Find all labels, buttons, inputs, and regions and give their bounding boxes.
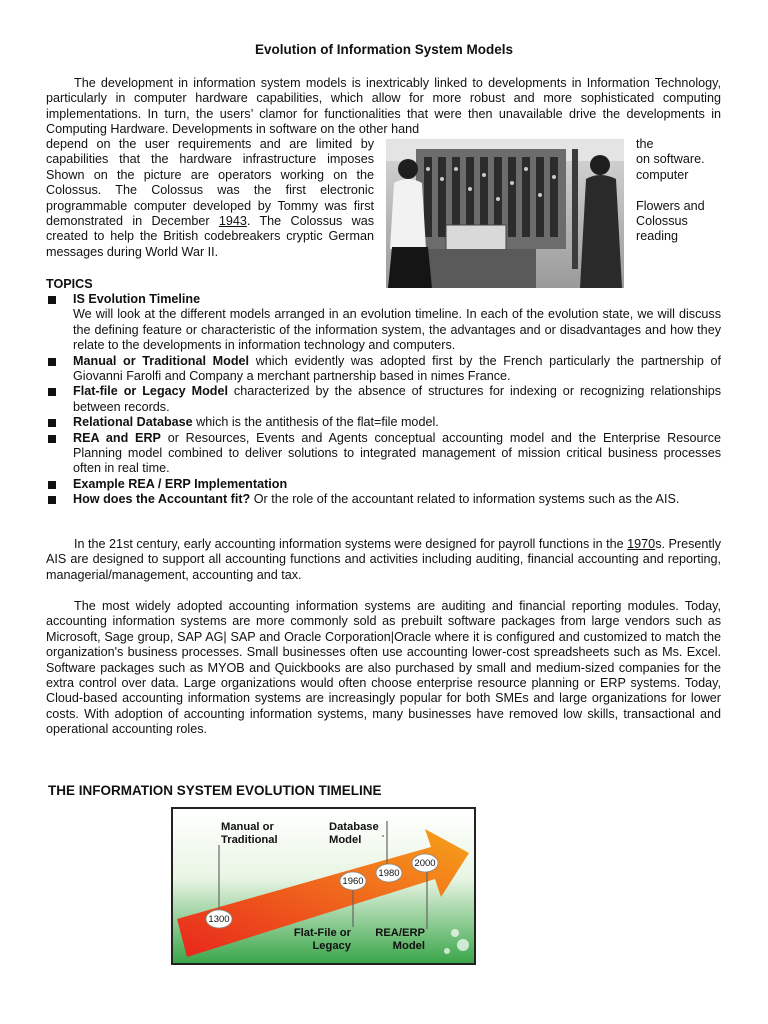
year-label: 1960	[342, 876, 364, 887]
year-1970-link[interactable]: 1970	[627, 537, 656, 551]
wrap-right-line: the	[636, 137, 654, 151]
section-heading: THE INFORMATION SYSTEM EVOLUTION TIMELINE	[48, 783, 382, 798]
bullet-icon	[48, 435, 56, 443]
topic-text: characterized by the absence of structures for indexing or recognizing relationships between records.	[73, 384, 721, 414]
year-label: 1300	[208, 914, 230, 925]
colossus-photo	[386, 139, 624, 288]
intro-left-text-end: . The Colossus was created to help the British codebreakers cryptic German messages during World War II.	[46, 214, 374, 259]
ais-history-paragraph	[46, 537, 721, 583]
topic-title: Flat-file or Legacy Model	[73, 384, 228, 399]
topics-heading: TOPICS	[46, 277, 93, 291]
topic-title: Relational Database	[73, 415, 193, 430]
wrap-right-line: reading	[636, 229, 679, 244]
topic-title: Example REA / ERP Implementation	[73, 476, 288, 491]
wrap-right-line: Flowers and	[636, 198, 705, 213]
topic-desc-text: We will look at the different models arranged in an evolution timeline. In each of the evolution state, we will discuss the defining feature or characteristic of the information system, the advantages and or disadvantages and how they relate to the developments in information technology and computers.	[73, 307, 721, 353]
page-title: Evolution of Information System Models	[254, 42, 514, 57]
bullet-icon	[48, 481, 56, 489]
year-1943-link[interactable]: 1943	[218, 214, 247, 229]
bullet-icon	[48, 496, 56, 504]
bubble-icon	[457, 939, 469, 951]
topic-title: REA and ERP	[73, 430, 161, 445]
topic-text: Or the role of the accountant related to information systems such as the AIS.	[250, 492, 680, 507]
timeline-diagram	[171, 807, 476, 965]
topic-item	[46, 384, 721, 415]
year-label: 2000	[414, 858, 436, 869]
bullet-icon	[48, 358, 56, 366]
topic-desc	[46, 307, 721, 353]
intro-text: The development in information system models is inextricably linked to developments in Information Technology, particularly in computer hardware capabilities, which allow for more robust and more sophisticated computing implementations. In turn, the users’ clamor for functionalities that were then unavailable drive the developments in Computing Hardware. Developments in software on the other hand	[46, 76, 721, 137]
bullet-icon	[48, 388, 56, 396]
para2-text: In the 21st century, early accounting information systems were designed for payroll functions in the	[74, 537, 628, 551]
topics-list	[46, 292, 721, 508]
topic-item	[46, 477, 721, 492]
label-manual: Manual or Traditional	[221, 821, 278, 846]
bubble-icon	[444, 948, 450, 954]
topic-item	[46, 431, 721, 477]
wrap-right-line	[636, 183, 721, 198]
topic-text: or Resources, Events and Agents conceptual accounting model and the Enterprise Resource Planning model combined to deliver solutions to integrated management of mission critical business processes often in real time.	[73, 430, 722, 476]
intro-wrap-right	[636, 137, 721, 245]
year-label: 1980	[378, 868, 400, 879]
bullet-icon	[48, 419, 56, 427]
topic-title: IS Evolution Timeline	[73, 292, 201, 306]
label-flatfile: Flat-File or Legacy	[293, 927, 351, 952]
label-database: Database Model	[329, 821, 379, 846]
topic-item	[46, 492, 721, 507]
topic-item	[46, 354, 721, 385]
intro-paragraph	[46, 76, 721, 138]
topic-text: which evidently was adopted first by the French particularly the partnership of Giovanni Farolfi and Company a merchant partnership based in nimes France.	[73, 353, 721, 384]
label-reaerp: REA/ERP Model	[375, 927, 425, 952]
para3-text: The most widely adopted accounting information systems are auditing and financial reporting modules. Today, accounting information systems are more commonly sold as prebuilt software packages from large vendors such as Microsoft, Sage group, SAP AG| SAP and Oracle Corporation|Oracle where it is configured and customized to match the organization's business processes. Small businesses often use accounting lower-cost spreadsheets such as Ms. Excel. Software packages such as MYOB and Quickbooks are also purchased by small and medium-sized companies for the extra control over data. Large organizations would often choose enterprise resource planning or ERP systems. Today, Cloud-based accounting information systems are increasingly popular for both SMEs and large organizations for lower costs. With adoption of accounting information systems, many businesses have removed low skills, transactional and operational accounting roles.	[46, 599, 721, 737]
wrap-right-line: computer	[636, 167, 689, 182]
intro-left-text: depend on the user requirements and are limited by capabilities that the hardware infrastructure imposes Shown on the picture are operators working on the Colossus. The Colossus was the first electronic programmable computer developed by Tommy was first demonstrated in December	[46, 137, 374, 229]
topic-item	[46, 292, 721, 307]
topic-title: How does the Accountant fit?	[73, 492, 251, 507]
ais-adoption-paragraph	[46, 599, 721, 738]
bullet-icon	[48, 296, 56, 304]
bubble-icon	[451, 929, 459, 937]
intro-wrap-left	[46, 137, 374, 260]
colossus-image	[386, 139, 624, 288]
topic-text: which is the antithesis of the flat=file model.	[192, 415, 439, 430]
topic-title: Manual or Traditional Model	[73, 353, 250, 368]
topic-item	[46, 415, 721, 430]
wrap-right-line: Colossus	[636, 214, 688, 229]
para2-text-end: s. Presently AIS are designed to support all accounting functions and activities including auditing, financial accounting and reporting, managerial/management, accounting and tax.	[46, 537, 722, 582]
wrap-right-line: on software.	[636, 152, 705, 167]
